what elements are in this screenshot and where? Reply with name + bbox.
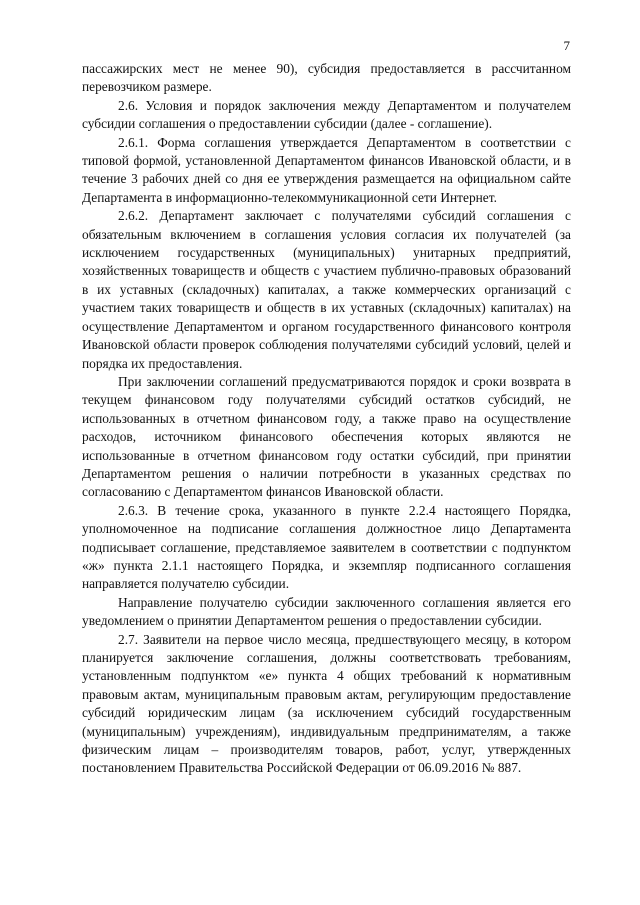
paragraph-2-6-3: 2.6.3. В течение срока, указанного в пункте 2.2.4 настоящего Порядка, уполномоченное на подписание соглашения должностное лицо Департамента подписывает соглашение, представляемое заявителем в соответствии с подпунктом «ж» пункта 2.1.1 настоящего Порядка, и экземпляр подписанного соглашения направляется получателю субсидии. — [82, 502, 571, 592]
document-body — [82, 60, 571, 778]
paragraph-2-6: 2.6. Условия и порядок заключения между Департаментом и получателем субсидии соглашения о предоставлении субсидии (далее - соглашение). — [82, 97, 571, 132]
paragraph-2-6-2: 2.6.2. Департамент заключает с получателями субсидий соглашения с обязательным включением в соглашения условия согласия их получателей (за исключением государственных (муниципальных) унитарных предприятий, хозяйственных товариществ и обществ с участием публично-правовых образований в их уставных (складочных) капиталах, а также коммерческих организаций с участием таких товариществ и обществ в их уставных (складочных) капиталах) на осуществление Департаментом и органом государственного финансового контроля Ивановской области проверок соблюдения получателями субсидий условий, целей и порядка их предоставления. — [82, 208, 571, 371]
page-number: 7 — [563, 38, 570, 53]
paragraph-agreement-terms: При заключении соглашений предусматриваются порядок и сроки возврата в текущем финансовом году получателями субсидий остатков субсидий, не использованных в отчетном финансовом году, а также право на осуществление расходов, источником финансового обеспечения которых являются не использованные в отчетном финансовом году остатки субсидий, при принятии Департаментом решения о наличии потребности в указанных средствах по согласованию с Департаментом финансов Ивановской области. — [82, 373, 571, 500]
paragraph-2-7: 2.7. Заявители на первое число месяца, предшествующего месяцу, в котором планируется заключение соглашения, должны соответствовать требованиям, установленным подпунктом «е» пункта 4 общих требований к нормативным правовым актам, муниципальным правовым актам, регулирующим предоставление субсидий юридическим лицам (за исключением субсидий государственным (муниципальным) учреждениям), индивидуальным предпринимателям, а также физическим лицам – производителям товаров, работ, услуг, утвержденных постановлением Правительства Российской Федерации от 06.09.2016 № 887. — [82, 631, 571, 776]
paragraph-2-6-1: 2.6.1. Форма соглашения утверждается Департаментом в соответствии с типовой формой, установленной Департаментом финансов Ивановской области, и в течение 3 рабочих дней со дня ее утверждения размещается на официальном сайте Департамента в информационно-телекоммуникационной сети Интернет. — [82, 134, 571, 205]
paragraph-continuation: пассажирских мест не менее 90), субсидия предоставляется в рассчитанном перевозчиком размере. — [82, 61, 571, 95]
paragraph-notification: Направление получателю субсидии заключенного соглашения является его уведомлением о принятии Департаментом решения о предоставлении субсидии. — [82, 594, 571, 629]
